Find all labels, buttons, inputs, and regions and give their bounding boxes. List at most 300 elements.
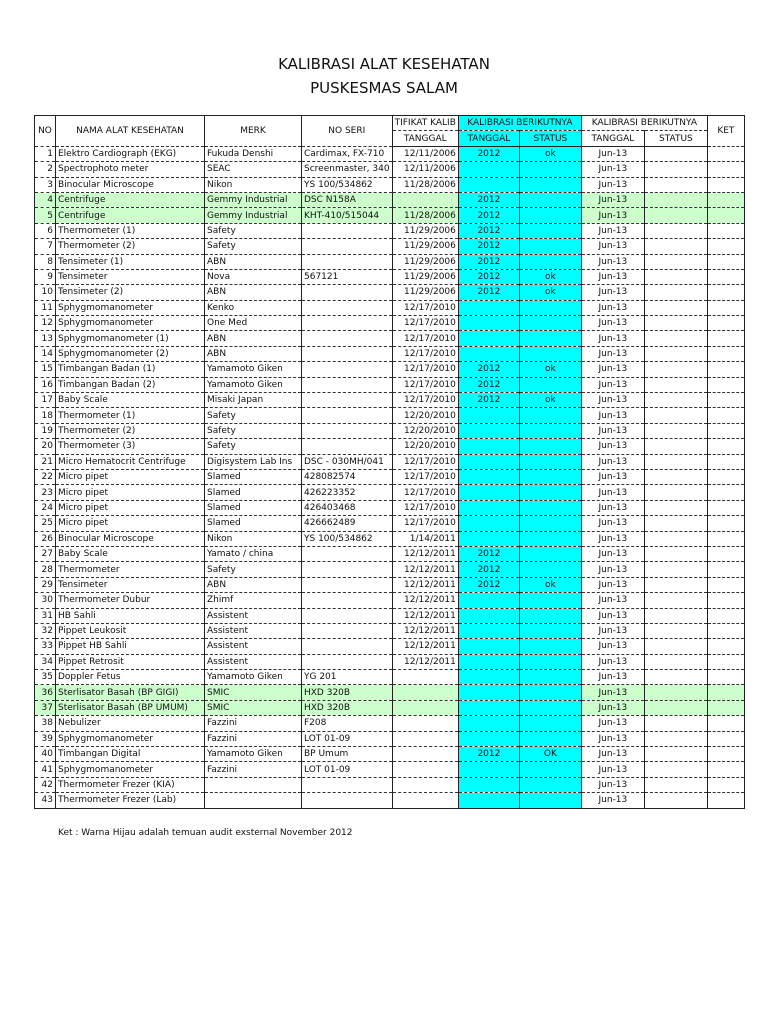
cell-ket — [707, 239, 744, 254]
cell-kalib1-tanggal: 2012 — [458, 285, 519, 300]
cell-kalib2-tanggal: Jun-13 — [581, 516, 644, 531]
cell-ket — [707, 254, 744, 269]
table-row — [35, 223, 745, 238]
cell-tanggal-sertifikat: 12/17/2010 — [392, 346, 458, 361]
cell-merk — [205, 777, 302, 792]
cell-no: 21 — [35, 454, 56, 469]
cell-kalib1-tanggal — [458, 793, 519, 808]
cell-tanggal-sertifikat: 1/14/2011 — [392, 531, 458, 546]
cell-kalib1-status — [519, 331, 581, 346]
table-row — [35, 500, 745, 515]
cell-ket — [707, 500, 744, 515]
cell-tanggal-sertifikat: 12/17/2010 — [392, 469, 458, 484]
cell-ket — [707, 331, 744, 346]
cell-kalib2-tanggal: Jun-13 — [581, 762, 644, 777]
cell-no: 16 — [35, 377, 56, 392]
cell-kalib2-status — [644, 269, 707, 284]
cell-kalib1-tanggal — [458, 162, 519, 177]
cell-tanggal-sertifikat: 12/20/2010 — [392, 423, 458, 438]
cell-no: 5 — [35, 208, 56, 223]
cell-kalib1-status — [519, 623, 581, 638]
cell-no-seri: Cardimax, FX-710 — [302, 146, 393, 161]
cell-tanggal-sertifikat: 12/17/2010 — [392, 485, 458, 500]
cell-kalib2-tanggal: Jun-13 — [581, 439, 644, 454]
cell-ket — [707, 670, 744, 685]
cell-ket — [707, 531, 744, 546]
cell-tanggal-sertifikat: 12/12/2011 — [392, 654, 458, 669]
cell-kalib1-status — [519, 639, 581, 654]
cell-merk: Fazzini — [205, 731, 302, 746]
table-row — [35, 162, 745, 177]
cell-kalib1-tanggal: 2012 — [458, 362, 519, 377]
cell-merk: Fukuda Denshi — [205, 146, 302, 161]
cell-nama: Timbangan Badan (2) — [56, 377, 205, 392]
cell-no-seri — [302, 562, 393, 577]
cell-tanggal-sertifikat: 12/11/2006 — [392, 162, 458, 177]
cell-tanggal-sertifikat: 12/20/2010 — [392, 439, 458, 454]
cell-no: 36 — [35, 685, 56, 700]
cell-no: 39 — [35, 731, 56, 746]
table-row — [35, 577, 745, 592]
cell-ket — [707, 346, 744, 361]
cell-ket — [707, 593, 744, 608]
cell-merk — [205, 793, 302, 808]
cell-tanggal-sertifikat — [392, 700, 458, 715]
cell-nama: Spectrophoto meter — [56, 162, 205, 177]
cell-kalib1-tanggal — [458, 469, 519, 484]
cell-kalib1-status — [519, 346, 581, 361]
cell-ket — [707, 316, 744, 331]
cell-kalib2-tanggal: Jun-13 — [581, 731, 644, 746]
cell-kalib2-tanggal: Jun-13 — [581, 747, 644, 762]
cell-kalib1-tanggal — [458, 177, 519, 192]
cell-nama: Tensimeter — [56, 269, 205, 284]
cell-ket — [707, 377, 744, 392]
table-row — [35, 377, 745, 392]
header-ket: KET — [707, 116, 744, 147]
cell-tanggal-sertifikat — [392, 192, 458, 207]
table-row — [35, 316, 745, 331]
cell-nama: HB Sahli — [56, 608, 205, 623]
cell-no: 27 — [35, 546, 56, 561]
cell-no: 18 — [35, 408, 56, 423]
cell-kalib1-tanggal — [458, 700, 519, 715]
cell-kalib2-status — [644, 546, 707, 561]
cell-nama: Sphygmomanometer — [56, 731, 205, 746]
header-merk: MERK — [205, 116, 302, 147]
cell-no: 23 — [35, 485, 56, 500]
cell-merk: Gemmy Industrial — [205, 208, 302, 223]
cell-kalib2-status — [644, 500, 707, 515]
table-row — [35, 469, 745, 484]
header-no-seri: NO SERI — [302, 116, 393, 147]
table-row — [35, 485, 745, 500]
cell-tanggal-sertifikat: 11/28/2006 — [392, 177, 458, 192]
cell-ket — [707, 747, 744, 762]
cell-nama: Baby Scale — [56, 393, 205, 408]
cell-kalib1-status: ok — [519, 146, 581, 161]
cell-kalib2-tanggal: Jun-13 — [581, 654, 644, 669]
cell-kalib1-tanggal: 2012 — [458, 192, 519, 207]
cell-no: 8 — [35, 254, 56, 269]
cell-nama: Doppler Fetus — [56, 670, 205, 685]
cell-no-seri — [302, 316, 393, 331]
cell-kalib1-status — [519, 562, 581, 577]
cell-merk: Gemmy Industrial — [205, 192, 302, 207]
cell-no-seri: KHT-410/515044 — [302, 208, 393, 223]
cell-kalib2-tanggal: Jun-13 — [581, 454, 644, 469]
cell-kalib1-status — [519, 546, 581, 561]
cell-no: 22 — [35, 469, 56, 484]
cell-merk: Slamed — [205, 485, 302, 500]
cell-no-seri — [302, 254, 393, 269]
cell-kalib2-status — [644, 685, 707, 700]
cell-ket — [707, 793, 744, 808]
cell-kalib1-status — [519, 469, 581, 484]
cell-tanggal-sertifikat: 12/17/2010 — [392, 500, 458, 515]
cell-kalib1-tanggal: 2012 — [458, 747, 519, 762]
cell-merk: Safety — [205, 562, 302, 577]
cell-no-seri — [302, 577, 393, 592]
cell-no-seri: YS 100/534862 — [302, 177, 393, 192]
cell-nama: Tensimeter — [56, 577, 205, 592]
cell-no: 6 — [35, 223, 56, 238]
cell-kalib1-status — [519, 762, 581, 777]
cell-kalib1-status — [519, 700, 581, 715]
cell-kalib2-tanggal: Jun-13 — [581, 793, 644, 808]
cell-merk: SEAC — [205, 162, 302, 177]
cell-merk: Safety — [205, 239, 302, 254]
cell-merk: Assistent — [205, 639, 302, 654]
cell-kalib1-tanggal — [458, 623, 519, 638]
cell-no: 37 — [35, 700, 56, 715]
cell-ket — [707, 162, 744, 177]
table-row — [35, 408, 745, 423]
cell-tanggal-sertifikat: 12/12/2011 — [392, 546, 458, 561]
cell-kalib2-tanggal: Jun-13 — [581, 593, 644, 608]
cell-merk: Nova — [205, 269, 302, 284]
cell-no: 42 — [35, 777, 56, 792]
cell-kalib1-tanggal — [458, 762, 519, 777]
cell-kalib2-status — [644, 346, 707, 361]
cell-kalib1-status — [519, 223, 581, 238]
cell-kalib1-status — [519, 608, 581, 623]
cell-kalib1-status: OK — [519, 747, 581, 762]
cell-merk: ABN — [205, 577, 302, 592]
cell-nama: Sterlisator Basah (BP UMUM) — [56, 700, 205, 715]
cell-kalib2-tanggal: Jun-13 — [581, 285, 644, 300]
cell-nama: Pippet HB Sahli — [56, 639, 205, 654]
cell-nama: Tensimeter (1) — [56, 254, 205, 269]
cell-kalib2-tanggal: Jun-13 — [581, 362, 644, 377]
cell-nama: Timbangan Digital — [56, 747, 205, 762]
table-row — [35, 593, 745, 608]
cell-kalib2-status — [644, 531, 707, 546]
cell-kalib1-status — [519, 485, 581, 500]
cell-kalib2-status — [644, 777, 707, 792]
cell-no-seri: LOT 01-09 — [302, 731, 393, 746]
cell-kalib1-status — [519, 239, 581, 254]
cell-kalib2-tanggal: Jun-13 — [581, 346, 644, 361]
cell-kalib2-status — [644, 393, 707, 408]
cell-kalib2-status — [644, 762, 707, 777]
cell-tanggal-sertifikat: 11/29/2006 — [392, 285, 458, 300]
cell-nama: Pippet Retrosit — [56, 654, 205, 669]
cell-nama: Binocular Microscope — [56, 531, 205, 546]
cell-kalib2-status — [644, 285, 707, 300]
cell-merk: ABN — [205, 346, 302, 361]
cell-merk: SMIC — [205, 685, 302, 700]
cell-tanggal-sertifikat: 11/29/2006 — [392, 254, 458, 269]
cell-no: 31 — [35, 608, 56, 623]
cell-nama: Sphygmomanometer (1) — [56, 331, 205, 346]
cell-ket — [707, 192, 744, 207]
cell-no: 4 — [35, 192, 56, 207]
cell-kalib2-tanggal: Jun-13 — [581, 685, 644, 700]
cell-kalib1-status — [519, 300, 581, 315]
cell-no: 35 — [35, 670, 56, 685]
cell-nama: Sphygmomanometer (2) — [56, 346, 205, 361]
cell-kalib1-status: ok — [519, 393, 581, 408]
cell-tanggal-sertifikat — [392, 762, 458, 777]
table-row — [35, 177, 745, 192]
cell-kalib1-status — [519, 208, 581, 223]
cell-kalib2-tanggal: Jun-13 — [581, 623, 644, 638]
cell-no-seri — [302, 793, 393, 808]
cell-kalib2-tanggal: Jun-13 — [581, 331, 644, 346]
cell-merk: Safety — [205, 223, 302, 238]
cell-tanggal-sertifikat: 11/29/2006 — [392, 223, 458, 238]
table-row — [35, 516, 745, 531]
cell-kalib2-tanggal: Jun-13 — [581, 208, 644, 223]
cell-no: 40 — [35, 747, 56, 762]
cell-no: 19 — [35, 423, 56, 438]
cell-kalib2-tanggal: Jun-13 — [581, 254, 644, 269]
cell-kalib1-status — [519, 177, 581, 192]
cell-kalib1-tanggal — [458, 423, 519, 438]
cell-no-seri: 426223352 — [302, 485, 393, 500]
cell-kalib2-tanggal: Jun-13 — [581, 408, 644, 423]
cell-kalib2-status — [644, 239, 707, 254]
cell-kalib2-status — [644, 562, 707, 577]
cell-no-seri: 426403468 — [302, 500, 393, 515]
cell-merk: Safety — [205, 423, 302, 438]
cell-kalib2-status — [644, 300, 707, 315]
cell-no-seri — [302, 362, 393, 377]
cell-kalib1-tanggal — [458, 731, 519, 746]
cell-kalib2-status — [644, 454, 707, 469]
cell-no-seri: 428082574 — [302, 469, 393, 484]
cell-merk: Safety — [205, 439, 302, 454]
cell-kalib1-tanggal — [458, 531, 519, 546]
header-kalibrasi-berikutnya-2: KALIBRASI BERIKUTNYA — [581, 116, 707, 131]
cell-no-seri — [302, 377, 393, 392]
cell-no-seri — [302, 393, 393, 408]
cell-tanggal-sertifikat — [392, 685, 458, 700]
cell-no: 34 — [35, 654, 56, 669]
cell-tanggal-sertifikat: 12/12/2011 — [392, 577, 458, 592]
cell-no-seri: 567121 — [302, 269, 393, 284]
cell-no: 43 — [35, 793, 56, 808]
header-sertifikat: TIFIKAT KALIB — [392, 116, 458, 131]
cell-kalib2-status — [644, 423, 707, 438]
cell-ket — [707, 516, 744, 531]
table-row — [35, 777, 745, 792]
table-row — [35, 208, 745, 223]
cell-merk: Slamed — [205, 516, 302, 531]
cell-nama: Sterlisator Basah (BP GIGI) — [56, 685, 205, 700]
cell-nama: Centrifuge — [56, 208, 205, 223]
cell-kalib2-status — [644, 192, 707, 207]
cell-kalib1-status — [519, 423, 581, 438]
cell-no: 14 — [35, 346, 56, 361]
cell-kalib2-status — [644, 223, 707, 238]
cell-kalib2-status — [644, 623, 707, 638]
cell-no: 17 — [35, 393, 56, 408]
table-row — [35, 146, 745, 161]
cell-kalib1-status — [519, 793, 581, 808]
cell-kalib1-tanggal — [458, 346, 519, 361]
cell-no: 10 — [35, 285, 56, 300]
cell-nama: Thermometer Frezer (KIA) — [56, 777, 205, 792]
cell-no-seri: DSC N158A — [302, 192, 393, 207]
cell-no: 29 — [35, 577, 56, 592]
cell-kalib2-tanggal: Jun-13 — [581, 239, 644, 254]
cell-kalib1-status — [519, 192, 581, 207]
cell-kalib2-status — [644, 747, 707, 762]
cell-ket — [707, 777, 744, 792]
cell-kalib2-tanggal: Jun-13 — [581, 269, 644, 284]
cell-ket — [707, 439, 744, 454]
cell-no: 41 — [35, 762, 56, 777]
table-row — [35, 285, 745, 300]
cell-kalib1-status — [519, 731, 581, 746]
cell-ket — [707, 731, 744, 746]
cell-kalib1-status — [519, 593, 581, 608]
cell-kalib1-tanggal — [458, 608, 519, 623]
document-subtitle: PUSKESMAS SALAM — [310, 79, 458, 97]
cell-no: 33 — [35, 639, 56, 654]
cell-kalib1-tanggal: 2012 — [458, 223, 519, 238]
cell-ket — [707, 762, 744, 777]
cell-tanggal-sertifikat: 12/12/2011 — [392, 593, 458, 608]
cell-ket — [707, 639, 744, 654]
cell-ket — [707, 177, 744, 192]
cell-merk: Yamamoto Giken — [205, 670, 302, 685]
table-row — [35, 531, 745, 546]
cell-no-seri — [302, 331, 393, 346]
table-row — [35, 362, 745, 377]
cell-kalib2-status — [644, 177, 707, 192]
cell-no-seri: YS 100/534862 — [302, 531, 393, 546]
cell-kalib2-tanggal: Jun-13 — [581, 531, 644, 546]
cell-merk: Yamato / china — [205, 546, 302, 561]
cell-kalib2-tanggal: Jun-13 — [581, 670, 644, 685]
cell-tanggal-sertifikat: 12/17/2010 — [392, 316, 458, 331]
cell-no-seri: HXD 320B — [302, 700, 393, 715]
cell-kalib1-status: ok — [519, 577, 581, 592]
cell-merk: Digisystem Lab Ins — [205, 454, 302, 469]
cell-no: 3 — [35, 177, 56, 192]
header-kalibrasi-berikutnya-1: KALIBRASI BERIKUTNYA — [458, 116, 581, 131]
cell-nama: Thermometer (1) — [56, 408, 205, 423]
cell-kalib2-status — [644, 716, 707, 731]
header-status: STATUS — [519, 131, 581, 146]
cell-nama: Thermometer (1) — [56, 223, 205, 238]
cell-nama: Sphygmomanometer — [56, 762, 205, 777]
cell-no-seri — [302, 439, 393, 454]
cell-no-seri — [302, 593, 393, 608]
cell-nama: Tensimeter (2) — [56, 285, 205, 300]
cell-nama: Thermometer Dubur — [56, 593, 205, 608]
cell-nama: Binocular Microscope — [56, 177, 205, 192]
cell-kalib2-tanggal: Jun-13 — [581, 377, 644, 392]
cell-no: 20 — [35, 439, 56, 454]
cell-merk: Fazzini — [205, 716, 302, 731]
cell-kalib2-status — [644, 593, 707, 608]
header-tanggal: TANGGAL — [581, 131, 644, 146]
cell-ket — [707, 300, 744, 315]
cell-kalib1-tanggal — [458, 777, 519, 792]
cell-kalib1-tanggal — [458, 300, 519, 315]
cell-kalib1-tanggal — [458, 716, 519, 731]
table-row — [35, 747, 745, 762]
cell-nama: Sphygmomanometer — [56, 300, 205, 315]
table-row — [35, 239, 745, 254]
cell-no-seri: BP Umum — [302, 747, 393, 762]
cell-ket — [707, 700, 744, 715]
cell-kalib2-tanggal: Jun-13 — [581, 316, 644, 331]
cell-tanggal-sertifikat — [392, 716, 458, 731]
table-row — [35, 623, 745, 638]
cell-kalib1-status — [519, 377, 581, 392]
cell-kalib1-tanggal — [458, 593, 519, 608]
cell-no-seri: DSC - 030MH/041 — [302, 454, 393, 469]
cell-ket — [707, 562, 744, 577]
cell-ket — [707, 408, 744, 423]
cell-tanggal-sertifikat: 12/12/2011 — [392, 639, 458, 654]
cell-no-seri — [302, 423, 393, 438]
cell-ket — [707, 269, 744, 284]
table-row — [35, 562, 745, 577]
cell-kalib1-tanggal — [458, 439, 519, 454]
cell-kalib2-tanggal: Jun-13 — [581, 700, 644, 715]
cell-tanggal-sertifikat: 11/29/2006 — [392, 239, 458, 254]
cell-kalib1-tanggal — [458, 454, 519, 469]
cell-kalib2-tanggal: Jun-13 — [581, 608, 644, 623]
cell-kalib1-tanggal — [458, 500, 519, 515]
table-row — [35, 269, 745, 284]
header-tanggal: TANGGAL — [392, 131, 458, 146]
cell-kalib2-status — [644, 408, 707, 423]
cell-kalib2-tanggal: Jun-13 — [581, 716, 644, 731]
cell-nama: Thermometer (2) — [56, 239, 205, 254]
cell-no-seri: HXD 320B — [302, 685, 393, 700]
cell-kalib2-status — [644, 670, 707, 685]
cell-merk: Fazzini — [205, 762, 302, 777]
header-no: NO — [35, 116, 56, 147]
cell-kalib1-tanggal — [458, 331, 519, 346]
cell-nama: Micro pipet — [56, 500, 205, 515]
table-row — [35, 546, 745, 561]
cell-kalib1-tanggal: 2012 — [458, 208, 519, 223]
cell-kalib1-tanggal — [458, 639, 519, 654]
cell-no: 7 — [35, 239, 56, 254]
cell-kalib1-tanggal — [458, 654, 519, 669]
cell-kalib1-status — [519, 654, 581, 669]
cell-merk: Slamed — [205, 469, 302, 484]
cell-ket — [707, 146, 744, 161]
